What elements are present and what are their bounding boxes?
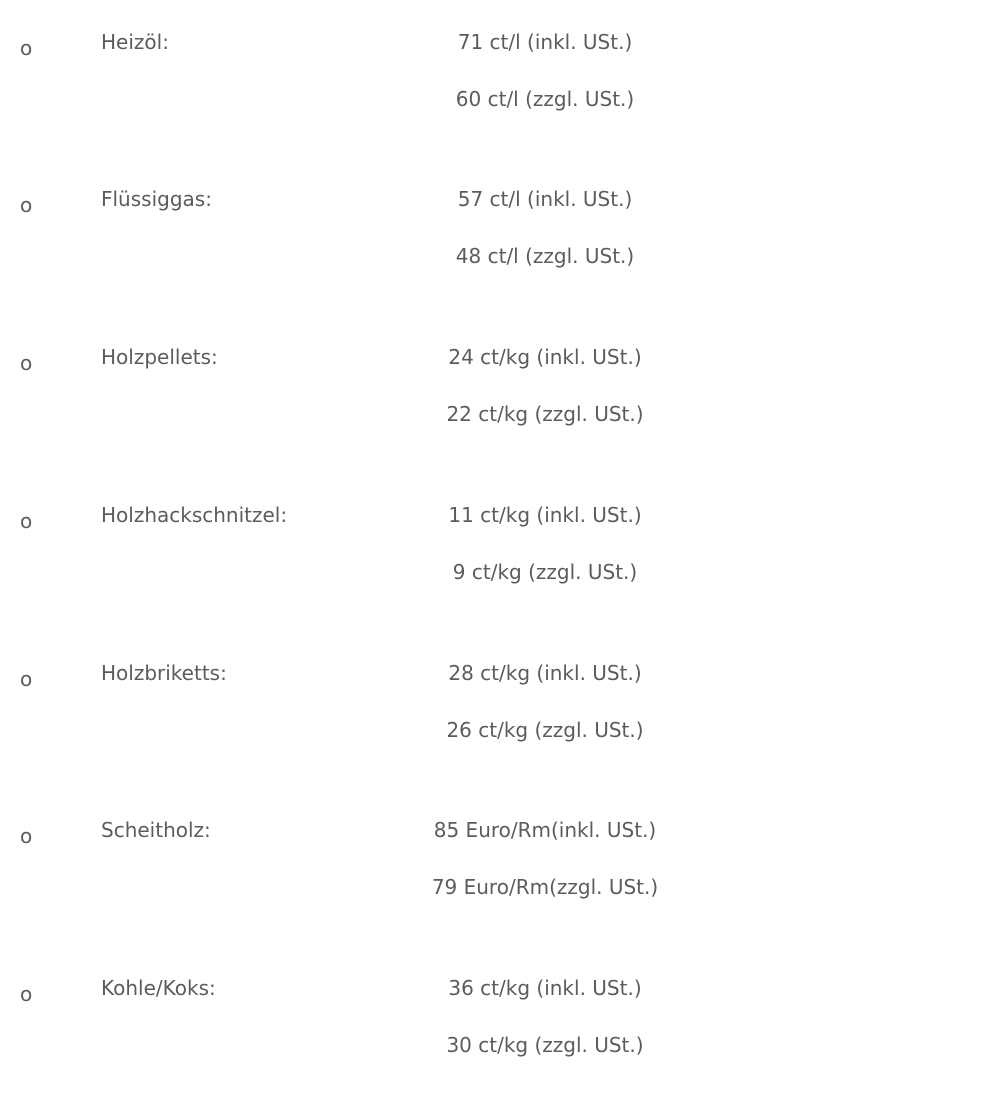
list-item-scheitholz [0,818,983,938]
fuel-label: Flüssiggas: [101,187,212,211]
price-incl-vat: 24 ct/kg (inkl. USt.) [448,345,642,369]
list-bullet: o [20,351,33,375]
list-bullet: o [20,667,33,691]
list-item-kohle-koks [0,976,983,1096]
list-item-holzpellets [0,345,983,465]
list-item-holzhackschnitzel [0,503,983,623]
list-bullet: o [20,509,33,533]
list-item-holzbriketts [0,661,983,781]
price-incl-vat: 36 ct/kg (inkl. USt.) [448,976,642,1000]
price-incl-vat: 11 ct/kg (inkl. USt.) [448,503,642,527]
price-incl-vat: 28 ct/kg (inkl. USt.) [448,661,642,685]
fuel-label: Scheitholz: [101,818,211,842]
price-excl-vat: 48 ct/l (zzgl. USt.) [455,244,635,268]
fuel-label: Holzhackschnitzel: [101,503,288,527]
list-bullet: o [20,824,33,848]
price-incl-vat: 71 ct/l (inkl. USt.) [457,30,633,54]
price-excl-vat: 79 Euro/Rm(zzgl. USt.) [431,875,659,899]
list-item-heizoel [0,30,983,150]
fuel-label: Heizöl: [101,30,169,54]
price-incl-vat: 85 Euro/Rm(inkl. USt.) [433,818,657,842]
price-excl-vat: 22 ct/kg (zzgl. USt.) [446,402,644,426]
list-bullet: o [20,36,33,60]
fuel-label: Holzbriketts: [101,661,227,685]
fuel-label: Holzpellets: [101,345,218,369]
list-bullet: o [20,193,33,217]
price-incl-vat: 57 ct/l (inkl. USt.) [457,187,633,211]
list-item-fluessiggas [0,187,983,307]
price-excl-vat: 26 ct/kg (zzgl. USt.) [446,718,644,742]
fuel-label: Kohle/Koks: [101,976,216,1000]
price-excl-vat: 30 ct/kg (zzgl. USt.) [446,1033,644,1057]
price-excl-vat: 60 ct/l (zzgl. USt.) [455,87,635,111]
list-bullet: o [20,982,33,1006]
price-excl-vat: 9 ct/kg (zzgl. USt.) [452,560,638,584]
